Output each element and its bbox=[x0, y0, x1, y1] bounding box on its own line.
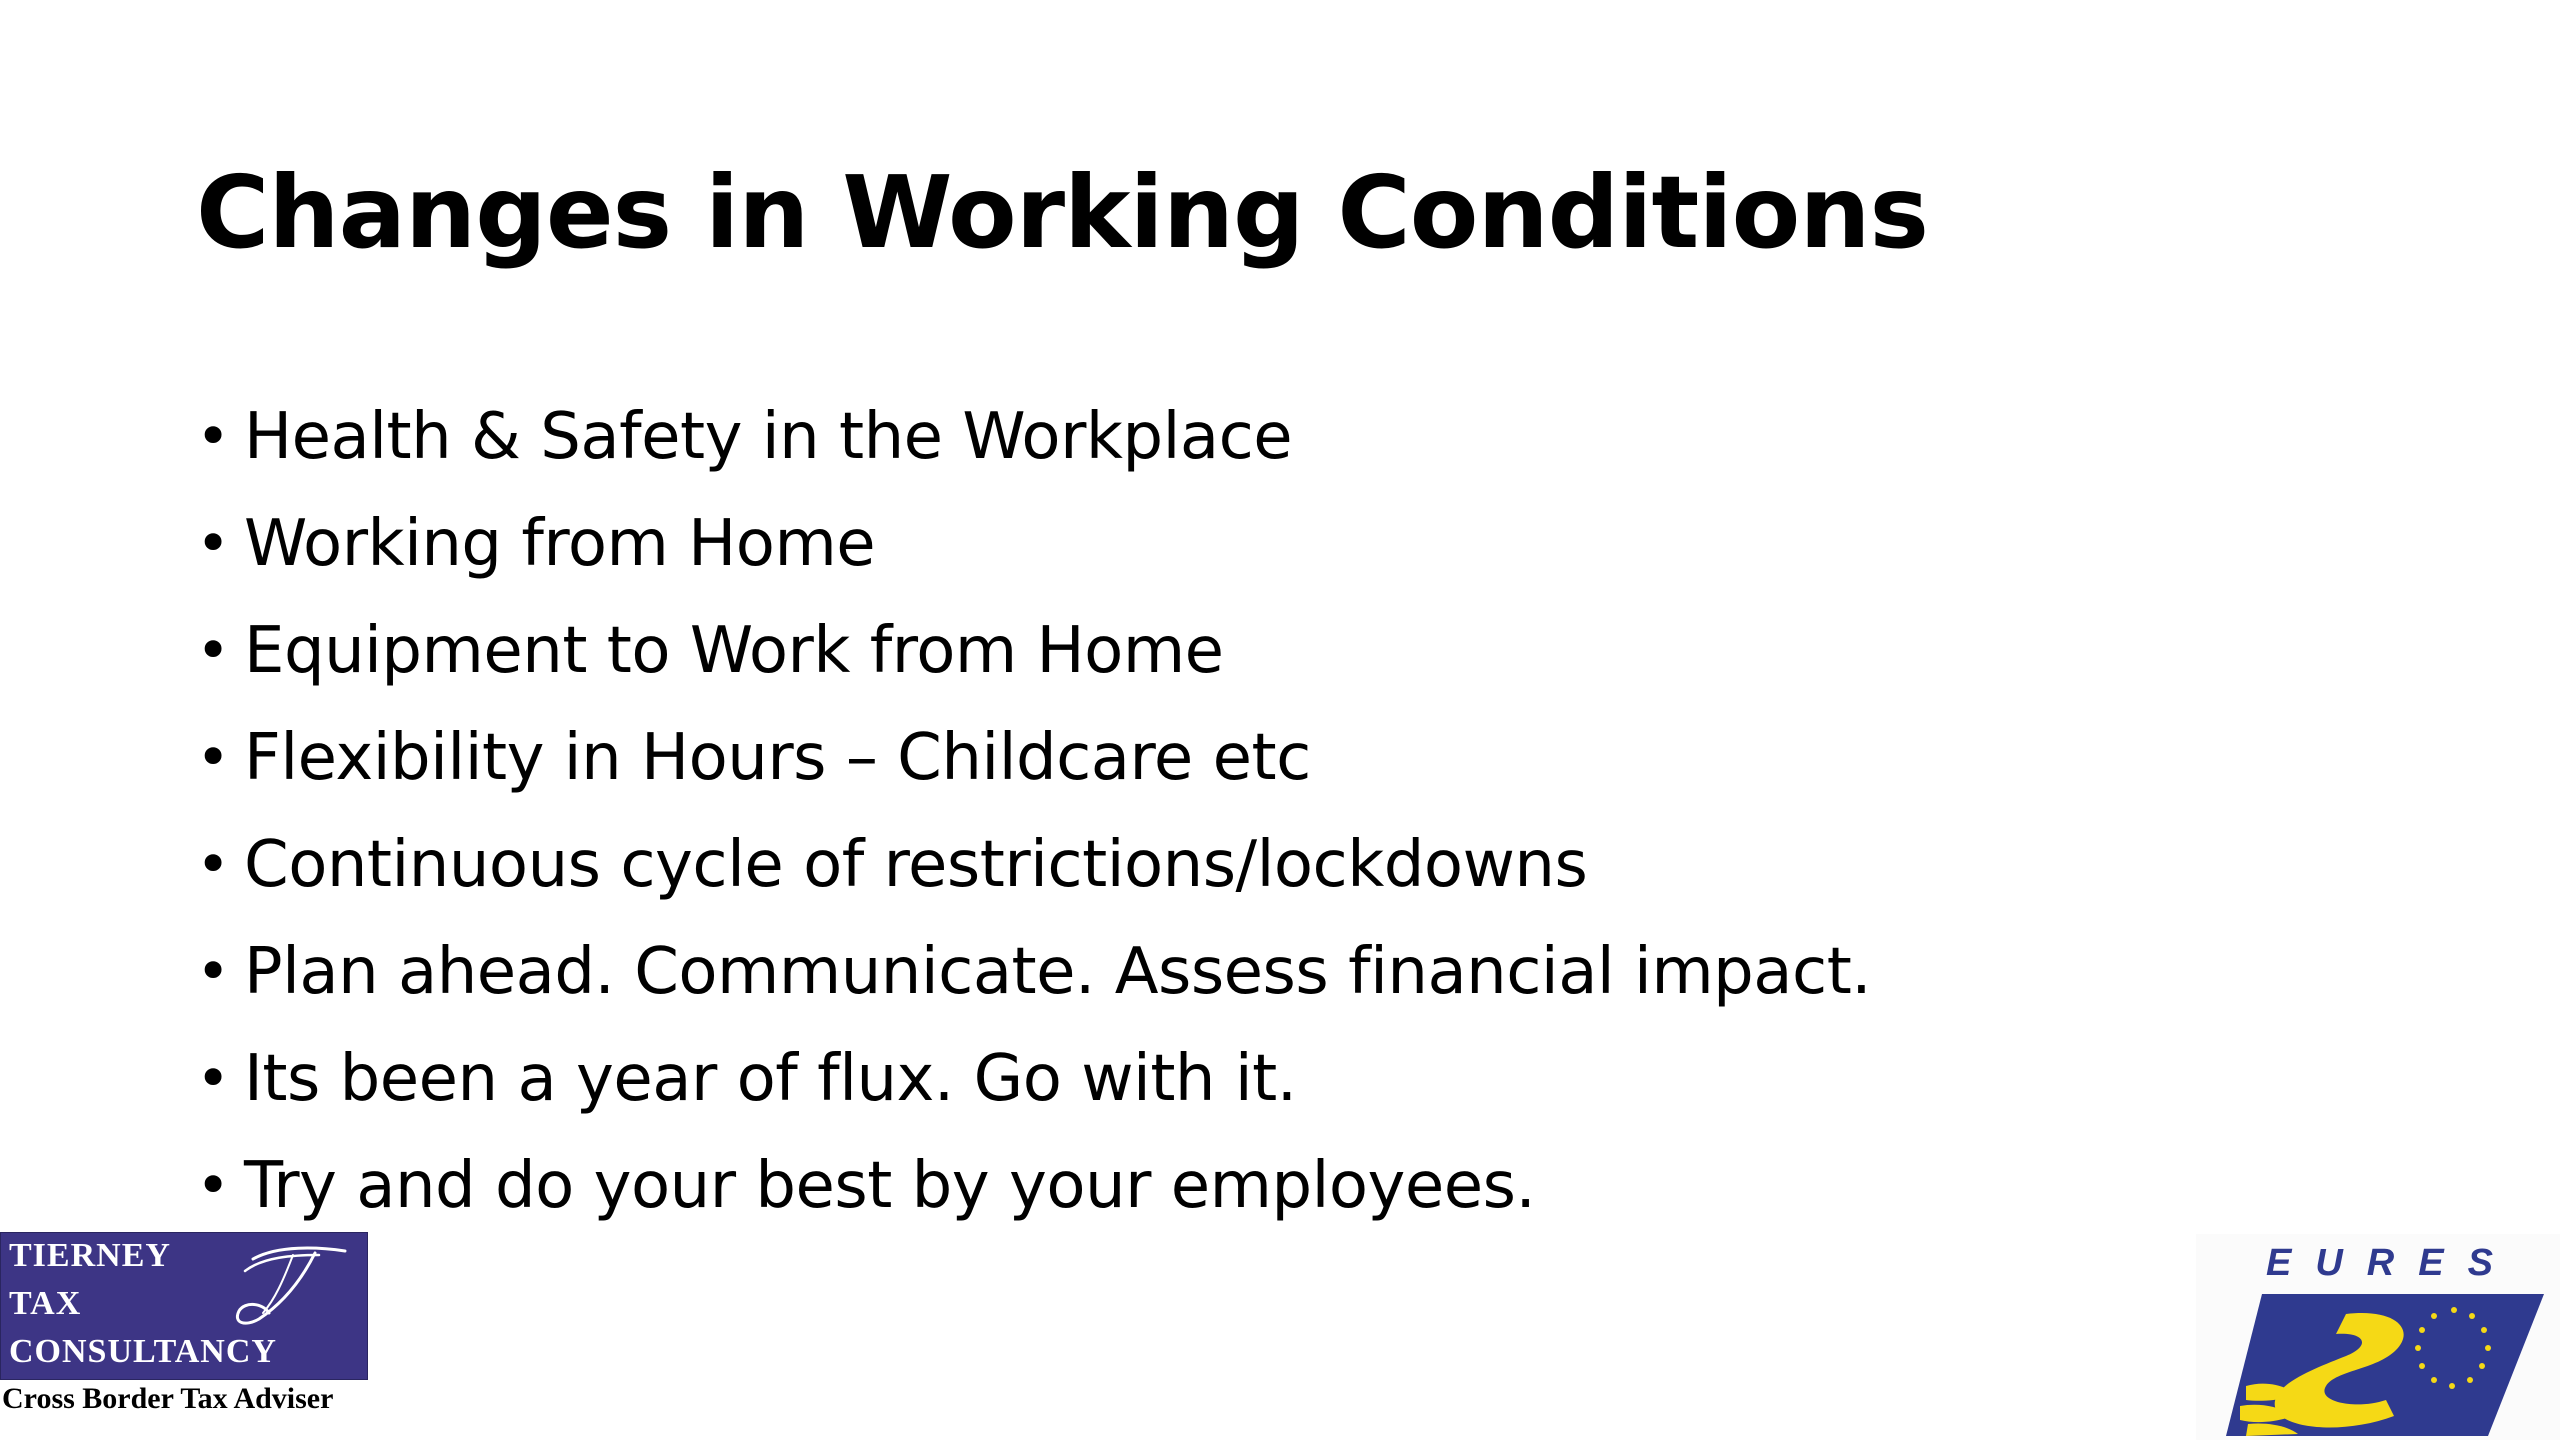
eures-logo bbox=[2196, 1234, 2560, 1440]
bullet-dot: • bbox=[196, 1044, 230, 1112]
bullet-item bbox=[196, 1026, 1871, 1133]
bullet-item bbox=[196, 491, 1871, 598]
bullet-text: Equipment to Work from Home bbox=[244, 614, 1224, 688]
tierney-logo-line: CONSULTANCY bbox=[9, 1333, 277, 1370]
bullet-text: Plan ahead. Communicate. Assess financial impact. bbox=[244, 935, 1872, 1009]
bullet-item bbox=[196, 919, 1871, 1026]
tierney-tagline: Cross Border Tax Adviser bbox=[2, 1382, 334, 1415]
tierney-logo bbox=[0, 1232, 368, 1432]
bullet-text: Continuous cycle of restrictions/lockdowns bbox=[244, 828, 1588, 902]
bullet-item bbox=[196, 705, 1871, 812]
bullet-item bbox=[196, 384, 1871, 491]
bullet-text: Health & Safety in the Workplace bbox=[244, 400, 1293, 474]
tierney-logo-box bbox=[0, 1232, 368, 1380]
bullet-text: Its been a year of flux. Go with it. bbox=[244, 1042, 1297, 1116]
bullet-item bbox=[196, 598, 1871, 705]
slide-title: Changes in Working Conditions bbox=[196, 154, 1929, 271]
bullet-dot: • bbox=[196, 1151, 230, 1219]
bullet-dot: • bbox=[196, 509, 230, 577]
bullet-item bbox=[196, 1133, 1871, 1240]
bullet-dot: • bbox=[196, 723, 230, 791]
eures-hand-stars-icon bbox=[2226, 1290, 2546, 1440]
bullet-list bbox=[196, 384, 1871, 1240]
eures-wordmark: EURES bbox=[2266, 1242, 2517, 1284]
tierney-logo-line: TAX bbox=[9, 1285, 82, 1322]
bullet-item bbox=[196, 812, 1871, 919]
bullet-text: Try and do your best by your employees. bbox=[244, 1149, 1536, 1223]
tt-monogram-icon bbox=[223, 1241, 353, 1331]
bullet-dot: • bbox=[196, 937, 230, 1005]
bullet-text: Working from Home bbox=[244, 507, 876, 581]
tierney-logo-line: TIERNEY bbox=[9, 1237, 171, 1274]
bullet-dot: • bbox=[196, 402, 230, 470]
bullet-dot: • bbox=[196, 616, 230, 684]
bullet-dot: • bbox=[196, 830, 230, 898]
bullet-text: Flexibility in Hours – Childcare etc bbox=[244, 721, 1311, 795]
